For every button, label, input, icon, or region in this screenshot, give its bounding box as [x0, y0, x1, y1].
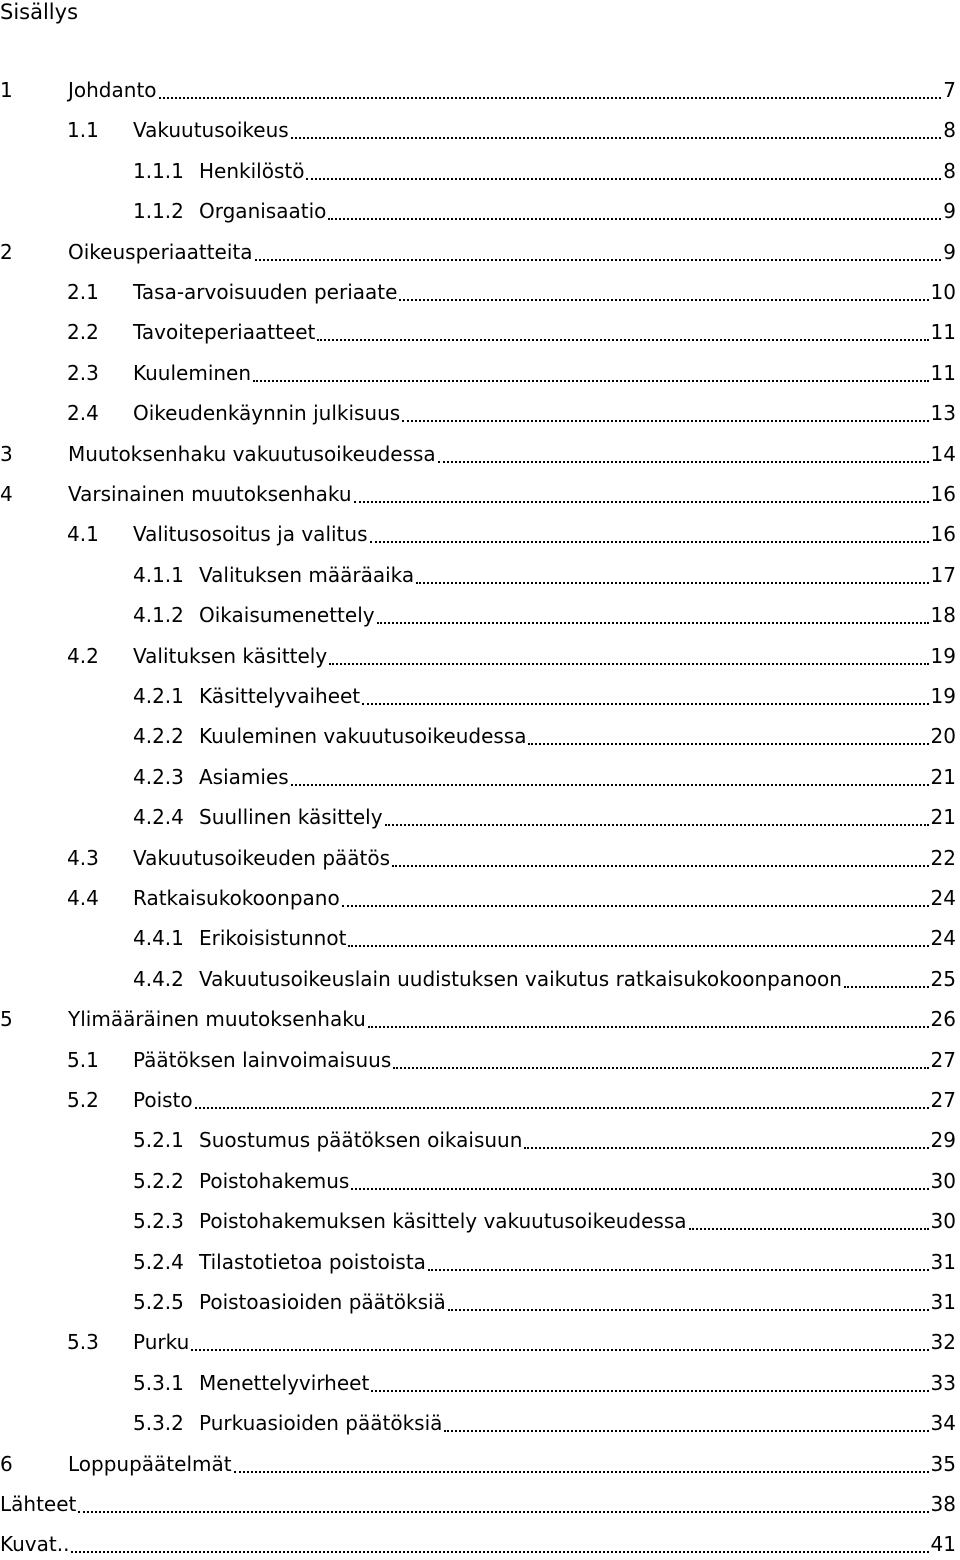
toc-entry-title: Valituksen määräaika — [199, 562, 415, 587]
toc-entry-title: Ratkaisukokoonpano — [133, 886, 340, 910]
toc-entry-title: Johdanto — [68, 78, 157, 102]
toc-entry-page: 31 — [930, 1249, 956, 1274]
toc-entry-number: 4.2.2 — [133, 724, 184, 749]
toc-entry-number: 4.1 — [67, 522, 99, 547]
toc-entry-page: 30 — [930, 1209, 956, 1234]
toc-entry-number: 4.2.3 — [133, 764, 184, 789]
dot-leader — [377, 622, 929, 624]
toc-entry-page: 35 — [930, 1451, 956, 1476]
toc-entry-page: 9 — [943, 199, 956, 224]
toc-entry-number: 4.1.1 — [133, 562, 184, 587]
toc-entry[interactable] — [0, 478, 956, 510]
page-title: Sisällys — [0, 0, 79, 24]
toc-entry-number: 4.2.4 — [133, 805, 184, 830]
toc-entry-number: 4.3 — [67, 845, 99, 870]
toc-entry-number: 1.1 — [67, 118, 99, 143]
dot-leader — [524, 1147, 928, 1149]
toc-entry-number: 4.2.1 — [133, 684, 184, 708]
toc-entry[interactable] — [0, 1044, 956, 1076]
toc-entry[interactable] — [0, 640, 956, 672]
toc-entry-title: Purku — [133, 1330, 190, 1355]
toc-entry-number: 5.3 — [67, 1330, 99, 1355]
toc-entry-page: 30 — [930, 1168, 956, 1193]
toc-entry-title: Suostumus päätöksen oikaisuun — [199, 1128, 523, 1153]
dot-leader — [689, 1228, 929, 1230]
dot-leader — [306, 178, 941, 180]
toc-entry-page: 14 — [930, 441, 956, 466]
toc-entry-title: Poistohakemus — [199, 1168, 350, 1193]
toc-entry-page: 9 — [943, 239, 956, 264]
toc-entry-page: 27 — [930, 1047, 956, 1072]
dot-leader — [71, 1551, 928, 1553]
dot-leader — [428, 1269, 929, 1271]
toc-entry-title: Oikeudenkäynnin julkisuus — [133, 401, 401, 426]
toc-entry-number: 5.2.1 — [133, 1128, 184, 1153]
toc-entry-title: Kuvat.. — [0, 1532, 70, 1557]
toc-entry-page: 38 — [930, 1492, 956, 1516]
dot-leader — [291, 784, 929, 786]
toc-entry-page: 10 — [930, 280, 956, 304]
toc-entry-page: 29 — [930, 1128, 956, 1153]
toc-entry-title: Vakuutusoikeuslain uudistuksen vaikutus ratkaisukokoonpanoon — [199, 966, 842, 991]
toc-entry-page: 11 — [930, 360, 956, 385]
toc-entry-number: 5.2.3 — [133, 1209, 184, 1234]
toc-entry[interactable] — [0, 882, 956, 914]
toc-entry-number: 4.1.2 — [133, 603, 184, 628]
toc-entry-page: 24 — [930, 926, 956, 951]
toc-entry[interactable] — [0, 1448, 956, 1480]
toc-entry-page: 27 — [930, 1088, 956, 1112]
dot-leader — [844, 986, 929, 988]
toc-entry-number: 3 — [0, 441, 13, 466]
toc-entry-number: 5 — [0, 1007, 13, 1032]
toc-entry-number: 5.3.2 — [133, 1411, 184, 1436]
dot-leader — [328, 218, 941, 220]
toc-entry-page: 16 — [930, 482, 956, 506]
dot-leader — [255, 259, 942, 261]
toc-entry-page: 8 — [943, 118, 956, 143]
dot-leader — [362, 703, 928, 705]
toc-entry-number: 2 — [0, 239, 13, 264]
toc-entry-page: 25 — [930, 966, 956, 991]
dot-leader — [402, 420, 928, 422]
dot-leader — [159, 97, 942, 99]
dot-leader — [448, 1309, 929, 1311]
toc-entry-title: Vakuutusoikeus — [133, 118, 289, 143]
toc-entry[interactable] — [0, 1326, 956, 1358]
toc-entry[interactable] — [0, 1528, 956, 1560]
toc-entry[interactable] — [0, 963, 956, 995]
toc-entry-title: Organisaatio — [199, 199, 327, 224]
toc-entry-title: Tilastotietoa poistoista — [199, 1249, 426, 1274]
toc-entry-title: Kuuleminen — [133, 360, 252, 385]
dot-leader — [368, 1026, 929, 1028]
toc-entry[interactable] — [0, 1286, 956, 1318]
toc-entry[interactable] — [0, 276, 956, 308]
dot-leader — [399, 299, 928, 301]
toc-entry[interactable] — [0, 1003, 956, 1035]
toc-entry-title: Suullinen käsittely — [199, 805, 383, 830]
dot-leader — [392, 865, 929, 867]
toc-entry-title: Oikeusperiaatteita — [68, 239, 253, 264]
dot-leader — [385, 824, 929, 826]
toc-entry-title: Valituksen käsittely — [133, 643, 328, 668]
toc-entry-title: Poistohakemuksen käsittely vakuutusoikeudessa — [199, 1209, 687, 1234]
toc-entry[interactable] — [0, 801, 956, 833]
dot-leader — [291, 137, 942, 139]
toc-entry-number: 5.2.4 — [133, 1249, 184, 1274]
toc-entry[interactable] — [0, 397, 956, 429]
dot-leader — [317, 339, 928, 341]
toc-entry-title: Käsittelyvaiheet — [199, 684, 361, 708]
toc-entry-number: 2.1 — [67, 280, 99, 304]
toc-entry[interactable] — [0, 316, 956, 348]
toc-entry-page: 41 — [930, 1532, 956, 1557]
toc-entry-title: Valitusosoitus ja valitus — [133, 522, 368, 547]
dot-leader — [78, 1511, 928, 1513]
toc-entry[interactable] — [0, 1246, 956, 1278]
toc-entry[interactable] — [0, 1084, 956, 1116]
toc-entry-number: 4.4.2 — [133, 966, 184, 991]
toc-entry[interactable] — [0, 761, 956, 793]
toc-entry-title: Poistoasioiden päätöksiä — [199, 1290, 446, 1314]
toc-entry-number: 5.1 — [67, 1047, 99, 1072]
dot-leader — [438, 461, 929, 463]
dot-leader — [342, 905, 929, 907]
toc-entry-page: 7 — [943, 78, 956, 102]
toc-entry-number: 2.3 — [67, 360, 99, 385]
toc-entry-title: Vakuutusoikeuden päätös — [133, 845, 391, 870]
toc-entry[interactable] — [0, 922, 956, 954]
toc-entry[interactable] — [0, 357, 956, 389]
toc-entry-page: 20 — [930, 724, 956, 749]
toc-entry-page: 13 — [930, 401, 956, 426]
dot-leader — [195, 1107, 929, 1109]
toc-entry[interactable] — [0, 74, 956, 106]
toc-entry-page: 32 — [930, 1330, 956, 1355]
toc-entry[interactable] — [0, 559, 956, 591]
toc-entry-number: 4.2 — [67, 643, 99, 668]
toc-entry-number: 4.4.1 — [133, 926, 184, 951]
toc-entry-title: Menettelyvirheet — [199, 1370, 370, 1395]
dot-leader — [393, 1067, 928, 1069]
toc-entry-page: 22 — [930, 845, 956, 870]
toc-entry-page: 21 — [930, 764, 956, 789]
toc-entry-page: 11 — [930, 320, 956, 345]
toc-entry-page: 34 — [930, 1411, 956, 1436]
dot-leader — [329, 663, 928, 665]
toc-entry[interactable] — [0, 1124, 956, 1156]
toc-entry-number: 5.2.5 — [133, 1290, 184, 1314]
toc-entry-page: 8 — [943, 158, 956, 183]
toc-entry-title: Asiamies — [199, 764, 289, 789]
dot-leader — [348, 945, 928, 947]
dot-leader — [234, 1471, 929, 1473]
toc-entry-number: 6 — [0, 1451, 13, 1476]
toc-entry-number: 4 — [0, 482, 13, 506]
toc-entry-title: Päätöksen lainvoimaisuus — [133, 1047, 392, 1072]
toc-entry-title: Ylimääräinen muutoksenhaku — [68, 1007, 366, 1032]
toc-entry[interactable] — [0, 518, 956, 550]
dot-leader — [416, 582, 928, 584]
toc-entry-title: Erikoisistunnot — [199, 926, 347, 951]
toc-entry-title: Varsinainen muutoksenhaku — [68, 482, 352, 506]
toc-entry-page: 19 — [930, 684, 956, 708]
toc-entry-title: Tavoiteperiaatteet — [133, 320, 316, 345]
toc-entry[interactable] — [0, 438, 956, 470]
toc-entry-title: Kuuleminen vakuutusoikeudessa — [199, 724, 527, 749]
toc-entry-number: 1.1.1 — [133, 158, 184, 183]
toc-entry[interactable] — [0, 236, 956, 268]
toc-entry-title: Loppupäätelmät — [68, 1451, 232, 1476]
toc-entry-number: 1 — [0, 78, 13, 102]
toc-entry-page: 31 — [930, 1290, 956, 1314]
toc-entry-page: 16 — [930, 522, 956, 547]
toc-entry-number: 2.4 — [67, 401, 99, 426]
toc-entry-page: 17 — [930, 562, 956, 587]
toc-entry-page: 18 — [930, 603, 956, 628]
toc-entry[interactable] — [0, 1165, 956, 1197]
toc-entry[interactable] — [0, 842, 956, 874]
dot-leader — [191, 1349, 928, 1351]
toc-entry-title: Purkuasioiden päätöksiä — [199, 1411, 443, 1436]
toc-entry-number: 5.3.1 — [133, 1370, 184, 1395]
toc-entry[interactable] — [0, 155, 956, 187]
toc-entry-number: 4.4 — [67, 886, 99, 910]
toc-entry[interactable] — [0, 114, 956, 146]
toc-entry[interactable] — [0, 1407, 956, 1439]
toc-entry-title: Poisto — [133, 1088, 193, 1112]
toc-entry-number: 5.2 — [67, 1088, 99, 1112]
toc-entry[interactable] — [0, 599, 956, 631]
toc-entry-title: Lähteet — [0, 1492, 77, 1516]
toc-entry-title: Oikaisumenettely — [199, 603, 375, 628]
toc-entry-title: Henkilöstö — [199, 158, 305, 183]
toc-entry-page: 26 — [930, 1007, 956, 1032]
toc-entry-page: 24 — [930, 886, 956, 910]
toc-entry[interactable] — [0, 720, 956, 752]
toc-entry-number: 5.2.2 — [133, 1168, 184, 1193]
toc-entry-title: Muutoksenhaku vakuutusoikeudessa — [68, 441, 436, 466]
toc-entry-page: 19 — [930, 643, 956, 668]
dot-leader — [528, 743, 928, 745]
toc-entry-title: Tasa-arvoisuuden periaate — [133, 280, 398, 304]
toc-entry[interactable] — [0, 1367, 956, 1399]
dot-leader — [370, 541, 929, 543]
dot-leader — [444, 1430, 928, 1432]
toc-entry[interactable] — [0, 1488, 956, 1520]
toc-entry-page: 21 — [930, 805, 956, 830]
toc-entry-number: 2.2 — [67, 320, 99, 345]
dot-leader — [351, 1188, 928, 1190]
dot-leader — [253, 380, 929, 382]
toc-entry-page: 33 — [930, 1370, 956, 1395]
dot-leader — [354, 501, 929, 503]
toc-entry[interactable] — [0, 680, 956, 712]
toc-entry[interactable] — [0, 195, 956, 227]
dot-leader — [371, 1390, 928, 1392]
toc-entry[interactable] — [0, 1205, 956, 1237]
toc-entry-number: 1.1.2 — [133, 199, 184, 224]
